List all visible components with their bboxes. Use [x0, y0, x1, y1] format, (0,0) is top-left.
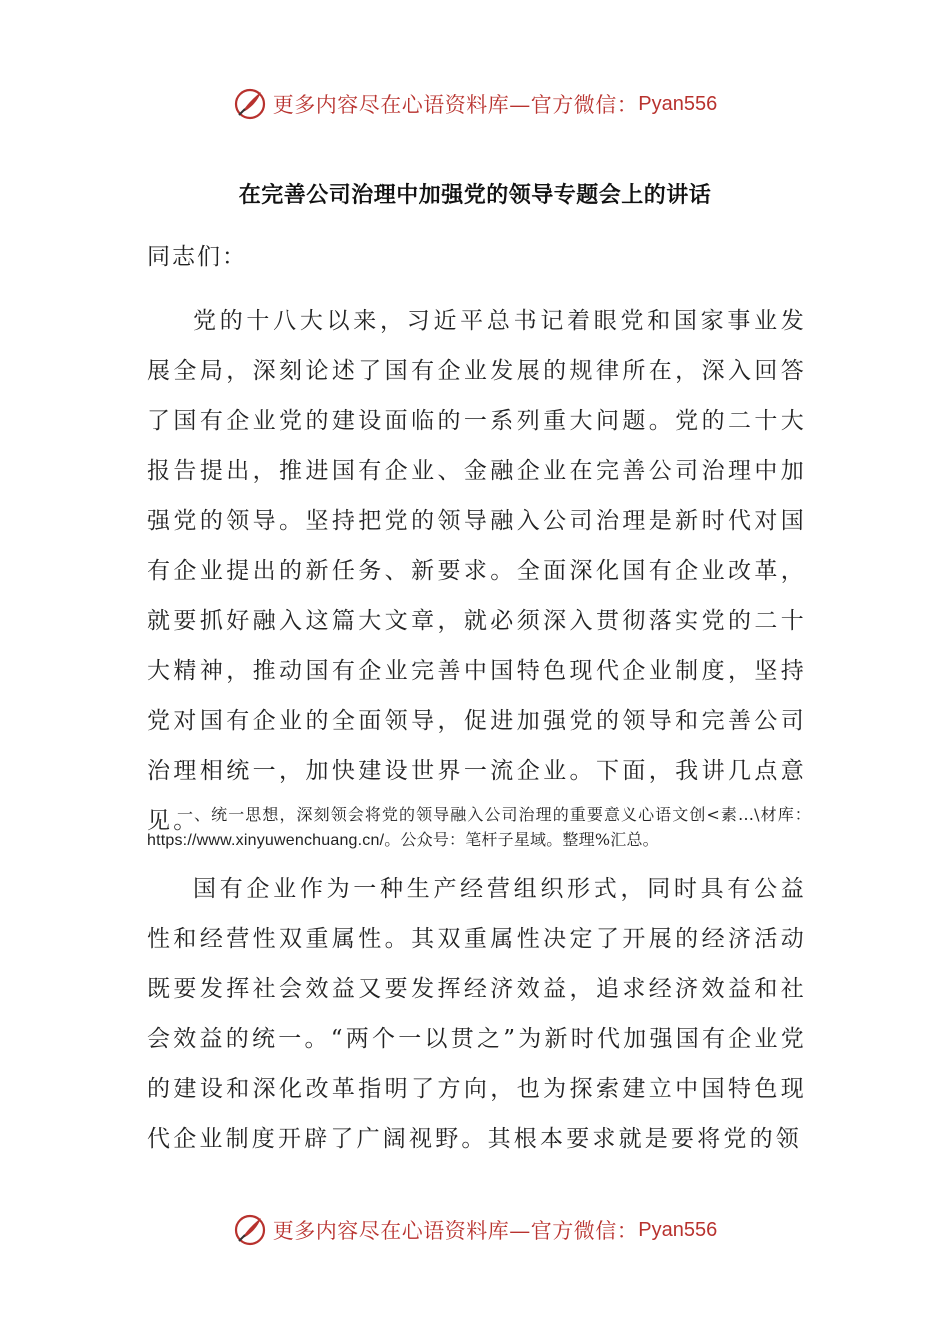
quill-pen-logo-icon	[233, 1213, 267, 1247]
document-title: 在完善公司治理中加强党的领导专题会上的讲话	[238, 183, 712, 208]
banner-text: 更多内容尽在心语资料库—官方微信：	[272, 93, 639, 117]
banner-wechat-id: Pyan556	[638, 92, 718, 115]
banner-wechat-id: Pyan556	[638, 1218, 718, 1241]
header-banner	[0, 84, 950, 124]
section-heading-text-b: 。公众号：笔杆子星域。整理%汇总。	[384, 830, 659, 849]
banner-text: 更多内容尽在心语资料库—官方微信：	[272, 1219, 639, 1243]
quill-pen-logo-icon	[233, 87, 267, 121]
salutation: 同志们：	[147, 244, 247, 270]
section-heading-text-a: 一、统一思想，深刻领会将党的领导融入公司治理的重要意义心语文创<素…\材库：	[177, 805, 811, 824]
paragraph-1: 党的十八大以来，习近平总书记着眼党和国家事业发展全局，深刻论述了国有企业发展的规律所在，深入回答了国有企业党的建设面临的一系列重大问题。党的二十大报告提出，推进国有企业、金融企业在完善公司治理中加强党的领导。坚持把党的领导融入公司治理是新时代对国有企业提出的新任务、新要求。全面深化国有企业改革，就要抓好融入这篇大文章，就必须深入贯彻落实党的二十大精神，推动国有企业完善中国特色现代企业制度，坚持党对国有企业的全面领导，促进加强党的领导和完善公司治理相统一，加快建设世界一流企业。下面，我讲几点意见。	[147, 308, 807, 834]
source-url: https://www.xinyuwenchuang.cn/	[147, 832, 385, 849]
footer-banner	[0, 1210, 950, 1250]
paragraph-2: 国有企业作为一种生产经营组织形式，同时具有公益性和经营性双重属性。其双重属性决定了开展的经济活动既要发挥社会效益又要发挥经济效益，追求经济效益和社会效益的统一。“两个一以贯之”为新时代加强国有企业党的建设和深化改革指明了方向，也为探索建立中国特色现代企业制度开辟了广阔视野。其根本要求就是要将党的领	[147, 876, 807, 1152]
section-heading-1	[147, 802, 811, 853]
